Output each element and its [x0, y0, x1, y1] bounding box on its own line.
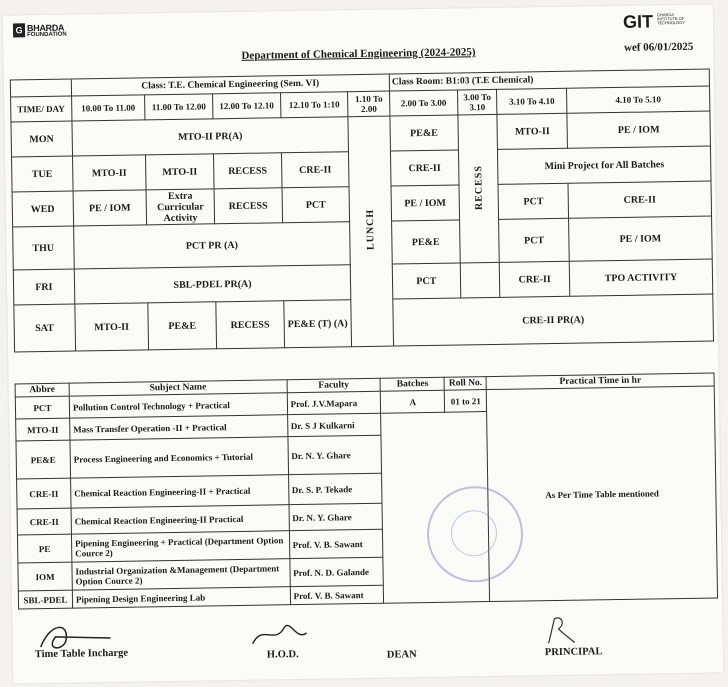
day-sat: SAT: [14, 304, 75, 352]
timetable-sheet: [3, 4, 723, 683]
day-mon: MON: [11, 121, 72, 157]
document-header: [3, 4, 714, 75]
day-fri: FRI: [13, 269, 74, 305]
faculty-header: Faculty: [287, 378, 381, 392]
thu-slot6: PE&E: [392, 220, 460, 264]
time-slot: 12.10 To 1:10: [280, 92, 348, 118]
time-slot: 2.00 To 3.00: [390, 90, 458, 116]
batch-value: A: [381, 390, 445, 413]
wed-slot4: PCT: [282, 187, 350, 223]
wef-date: wef 06/01/2025: [623, 40, 694, 54]
subject-faculty: Dr. N. Y. Ghare: [288, 435, 382, 474]
incharge-label: Time Table Incharge: [34, 647, 129, 661]
logo-line1: BHARDA: [26, 22, 65, 34]
abbre-header: Abbre: [15, 383, 69, 397]
day-wed: WED: [12, 191, 73, 227]
subject-abbr: PCT: [15, 396, 69, 419]
batches-header: Batches: [381, 377, 445, 391]
recess-column: [458, 114, 500, 263]
wed-slot2: Extra Curricular Activity: [146, 189, 214, 225]
thu-morning: PCT PR (A): [73, 222, 350, 269]
wed-slot1: PE / IOM: [73, 190, 147, 226]
subject-faculty: Prof. V. B. Sawant: [289, 529, 383, 558]
lunch-label: LUNCH: [365, 209, 377, 251]
tue-slot4: CRE-II: [281, 152, 349, 188]
tue-slot6: CRE-II: [391, 150, 459, 186]
recess-label: RECESS: [472, 164, 485, 210]
subject-abbr: SBL-PDEL: [18, 590, 72, 609]
practical-header: Practical Time in hr: [486, 373, 714, 390]
time-slot: 4.10 To 5.10: [566, 86, 709, 113]
logo-glyph: G: [13, 23, 25, 37]
mon-slot9: PE / IOM: [567, 111, 711, 148]
fri-morning: SBL-PDEL PR(A): [74, 265, 351, 304]
subject-name: Mass Transfer Operation -II + Practical: [70, 415, 288, 440]
time-slot: 3.00 To 3.10: [457, 89, 497, 115]
class-label: Class: T.E. Chemical Engineering (Sem. VI): [71, 74, 390, 96]
sat-slot3: RECESS: [216, 301, 284, 349]
roll-value: 01 to 21: [445, 390, 487, 413]
tue-slot3: RECESS: [213, 153, 281, 189]
sat-slot2: PE&E: [148, 302, 217, 350]
logo-line2: FOUNDATION: [27, 31, 67, 39]
wed-slot6: PE / IOM: [391, 185, 459, 221]
subject-faculty: Prof. V. B. Sawant: [290, 585, 384, 604]
time-slot: 1.10 To 2.00: [348, 91, 390, 117]
hod-label: H.O.D.: [266, 649, 299, 661]
fri-slot9: TPO ACTIVITY: [569, 259, 713, 296]
thu-slot9: PE / IOM: [569, 216, 713, 261]
principal-signature: [540, 613, 581, 650]
subject-name: Pipening Design Engineering Lab: [72, 587, 290, 608]
gharda-foundation-logo: [13, 22, 67, 48]
subject-name: Chemical Reaction Engineering-II Practical: [71, 505, 289, 534]
subject-abbr: CRE-II: [17, 478, 71, 509]
time-slot: 12.00 To 12.10: [213, 93, 281, 119]
tue-slot1: MTO-II: [72, 155, 146, 191]
classroom-label: Class Room: B1:03 (T.E Chemical): [389, 69, 709, 91]
subject-abbr: MTO-II: [16, 418, 70, 441]
wed-slot8: PCT: [498, 183, 568, 219]
subject-name: Pipening Engineering + Practical (Department Option Cource 2): [71, 531, 289, 562]
tue-slot2: MTO-II: [146, 154, 214, 190]
subject-name: Pollution Control Technology + Practical: [69, 393, 287, 418]
git-logo-text: GIT: [622, 11, 654, 32]
hod-signature: [244, 615, 315, 652]
principal-label: PRINCIPAL: [544, 646, 603, 659]
subject-table: [15, 372, 718, 609]
wed-slot3: RECESS: [214, 188, 282, 224]
day-tue: TUE: [12, 156, 73, 192]
subject-abbr: PE&E: [16, 440, 71, 479]
subject-faculty: Dr. N. Y. Ghare: [289, 503, 383, 530]
mon-morning: MTO-II PR(A): [72, 117, 349, 156]
mon-slot6: PE&E: [390, 115, 458, 151]
day-header: TIME/ DAY: [11, 96, 72, 122]
git-logo: [623, 11, 693, 38]
fri-slot6: PCT: [392, 263, 460, 299]
subject-name: Industrial Organization &Management (Department Option Cource 2): [72, 559, 290, 590]
thu-slot8: PCT: [499, 218, 569, 262]
signature-row: [12, 604, 723, 675]
subject-abbr: PE: [17, 534, 71, 563]
lunch-column: [348, 116, 393, 347]
time-slot: 10.00 To 11.00: [71, 95, 145, 121]
wed-slot9: CRE-II: [568, 181, 712, 218]
practical-note: As Per Time Table mentioned: [487, 386, 718, 602]
subject-abbr: IOM: [18, 562, 72, 591]
git-logo-small: GHARDA INSTITUTE OF TECHNOLOGY: [656, 12, 686, 26]
subject-faculty: Prof. J.V.Mapara: [287, 391, 381, 414]
fri-slot8: CRE-II: [500, 261, 570, 297]
sat-slot4: PE&E (T) (A): [283, 300, 351, 348]
sat-slot1: MTO-II: [74, 303, 148, 351]
time-slot: 3.10 To 4.10: [497, 88, 567, 114]
mon-slot8: MTO-II: [497, 113, 567, 149]
day-thu: THU: [13, 226, 74, 270]
subject-abbr: CRE-II: [17, 508, 71, 535]
subject-faculty: Dr. S J Kulkarni: [287, 413, 381, 436]
sat-afternoon: CRE-II PR(A): [393, 294, 714, 346]
subject-faculty: Prof. N. D. Galande: [289, 557, 383, 586]
roll-header: Roll No.: [444, 377, 486, 391]
seal-inner-ring: [451, 510, 498, 557]
mini-project: Mini Project for All Batches: [498, 146, 711, 184]
timetable-grid: [10, 69, 714, 353]
subject-name-header: Subject Name: [69, 380, 287, 396]
subject-name: Chemical Reaction Engineering-II + Practical: [71, 475, 289, 508]
department-title: Department of Chemical Engineering (2024-2025): [241, 46, 476, 62]
dean-label: DEAN: [386, 649, 417, 661]
time-slot: 11.00 To 12.00: [145, 94, 213, 120]
subject-name: Process Engineering and Economics + Tutorial: [70, 437, 288, 478]
subject-faculty: Dr. S. P. Tekade: [288, 473, 382, 504]
